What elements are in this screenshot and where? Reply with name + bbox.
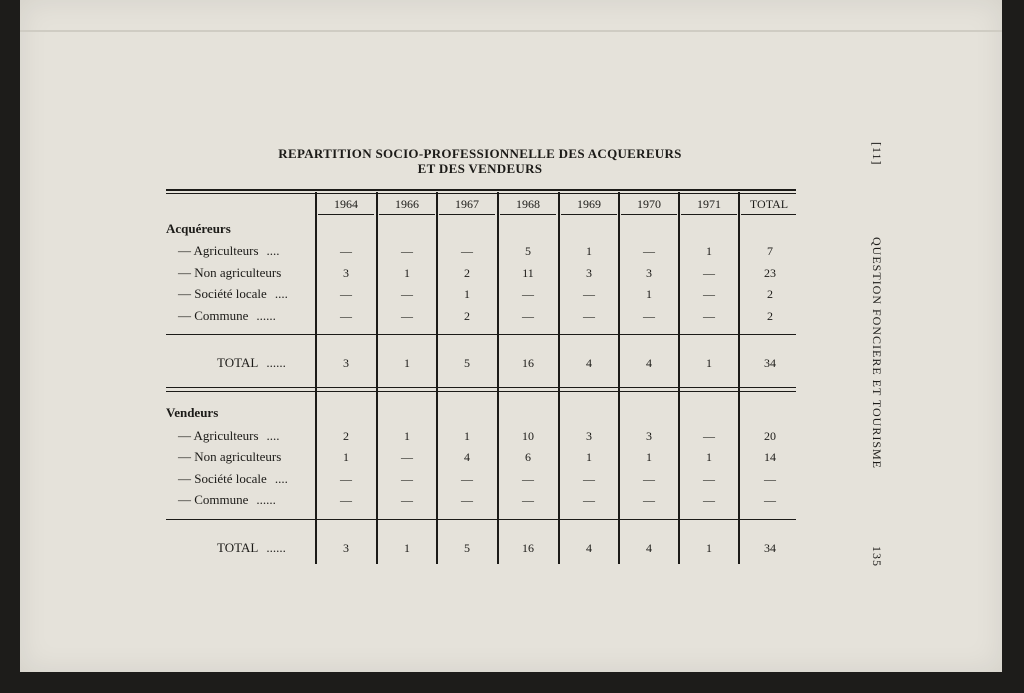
row-label-text: — Commune [178, 492, 249, 507]
acquereurs-value-cell: — [583, 287, 595, 301]
vendeurs-value-cell: — [522, 472, 534, 486]
acquereurs-value-cell: — [522, 309, 534, 323]
header-underline [741, 214, 796, 215]
row-leader-dots: ...... [266, 540, 286, 555]
table-title [180, 146, 780, 176]
acquereurs-total-cell: 4 [586, 356, 592, 370]
column-header-1966: 1966 [395, 197, 419, 211]
vendeurs-value-cell: — [643, 472, 655, 486]
column-divider [376, 192, 378, 564]
row-label-text: — Commune [178, 308, 249, 323]
acquereurs-value-cell: — [583, 309, 595, 323]
acquereurs-value-cell: 11 [522, 266, 534, 280]
column-header-1968: 1968 [516, 197, 540, 211]
acquereurs-value-cell: 2 [464, 309, 470, 323]
acquereurs-value-cell: 23 [764, 266, 776, 280]
book-page [20, 0, 1002, 672]
vendeurs-value-cell: — [401, 450, 413, 464]
row-label-text: — Société locale [178, 471, 267, 486]
vendeurs-value-cell: 3 [586, 429, 592, 443]
acq-subtotal-rule [166, 334, 796, 335]
vendeurs-value-cell: — [703, 429, 715, 443]
row-label-text: TOTAL [217, 355, 259, 370]
vendeurs-value-cell: 2 [343, 429, 349, 443]
vendeurs-total-cell: 4 [646, 541, 652, 555]
row-label-text: TOTAL [217, 540, 259, 555]
acquereurs-value-cell: — [643, 309, 655, 323]
row-label-text: — Agriculteurs [178, 428, 259, 443]
column-divider [738, 192, 740, 564]
vendeurs-value-cell: 3 [646, 429, 652, 443]
acquereurs-value-cell: — [340, 309, 352, 323]
acquereurs-value-cell: 2 [464, 266, 470, 280]
vend-subtotal-rule [166, 519, 796, 520]
running-title: QUESTION FONCIERE ET TOURISME [870, 237, 884, 470]
acquereurs-row-label [178, 243, 280, 259]
vendeurs-value-cell: 4 [464, 450, 470, 464]
acquereurs-value-cell: 2 [767, 287, 773, 301]
vendeurs-value-cell: 1 [404, 429, 410, 443]
vendeurs-total-cell: 3 [343, 541, 349, 555]
vendeurs-value-cell: 1 [343, 450, 349, 464]
section-double-rule-b [166, 391, 796, 392]
vendeurs-value-cell: — [703, 472, 715, 486]
acquereurs-total-cell: 3 [343, 356, 349, 370]
vendeurs-value-cell: 1 [464, 429, 470, 443]
column-header-total: TOTAL [749, 197, 789, 211]
acquereurs-total-cell: 4 [646, 356, 652, 370]
vendeurs-value-cell: 20 [764, 429, 776, 443]
column-divider [678, 192, 680, 564]
top-rule-thin [166, 193, 796, 194]
row-leader-dots: .... [274, 286, 288, 301]
row-label-text: — Non agriculteurs [178, 449, 282, 464]
acquereurs-value-cell: 7 [767, 244, 773, 258]
acquereurs-value-cell: — [703, 309, 715, 323]
acquereurs-value-cell: — [401, 309, 413, 323]
vendeurs-value-cell: 6 [525, 450, 531, 464]
vendeurs-value-cell: 1 [706, 450, 712, 464]
column-header-1969: 1969 [577, 197, 601, 211]
vendeurs-value-cell: 10 [522, 429, 534, 443]
vendeurs-value-cell: — [583, 472, 595, 486]
acquereurs-value-cell: 3 [586, 266, 592, 280]
acquereurs-value-cell: — [703, 287, 715, 301]
vendeurs-total-cell: 16 [522, 541, 534, 555]
acquereurs-value-cell: 3 [343, 266, 349, 280]
vendeurs-value-cell: — [643, 493, 655, 507]
acquereurs-value-cell: 1 [464, 287, 470, 301]
acquereurs-value-cell: 1 [646, 287, 652, 301]
row-leader-dots: ...... [266, 355, 286, 370]
column-header-1971: 1971 [697, 197, 721, 211]
section-heading-vendeurs: Vendeurs [166, 405, 219, 420]
acquereurs-value-cell: — [340, 287, 352, 301]
vendeurs-value-cell: 1 [646, 450, 652, 464]
header-underline [681, 214, 737, 215]
vendeurs-value-cell: — [764, 472, 776, 486]
vendeurs-total-cell: 1 [706, 541, 712, 555]
acquereurs-value-cell: 3 [646, 266, 652, 280]
acquereurs-total-cell: 34 [764, 356, 776, 370]
vendeurs-value-cell: — [401, 472, 413, 486]
page-fold-edge [20, 30, 1002, 32]
header-underline [379, 214, 435, 215]
acquereurs-value-cell: — [643, 244, 655, 258]
header-underline [318, 214, 374, 215]
vendeurs-value-cell: — [401, 493, 413, 507]
row-leader-dots: ...... [256, 492, 276, 507]
column-divider [558, 192, 560, 564]
column-header-1964: 1964 [334, 197, 358, 211]
acquereurs-value-cell: 1 [404, 266, 410, 280]
acquereurs-value-cell: — [340, 244, 352, 258]
row-label-text: — Société locale [178, 286, 267, 301]
acquereurs-total-cell: 1 [706, 356, 712, 370]
vendeurs-value-cell: — [340, 472, 352, 486]
acquereurs-value-cell: 2 [767, 309, 773, 323]
top-rule-thick [166, 189, 796, 191]
acquereurs-total-cell: 1 [404, 356, 410, 370]
acquereurs-row-label [178, 265, 289, 281]
column-divider [497, 192, 499, 564]
column-divider [618, 192, 620, 564]
row-leader-dots: ...... [256, 308, 276, 323]
vendeurs-value-cell: — [583, 493, 595, 507]
header-underline [561, 214, 617, 215]
vendeurs-value-cell: — [522, 493, 534, 507]
acquereurs-value-cell: 5 [525, 244, 531, 258]
section-heading-acquereurs: Acquéreurs [166, 221, 231, 236]
vendeurs-row-label [178, 449, 289, 465]
acquereurs-value-cell: — [401, 244, 413, 258]
acquereurs-value-cell: 1 [586, 244, 592, 258]
acquereurs-value-cell: — [703, 266, 715, 280]
row-label-text: — Non agriculteurs [178, 265, 282, 280]
column-divider [315, 192, 317, 564]
acquereurs-total-cell: 5 [464, 356, 470, 370]
acquereurs-value-cell: — [522, 287, 534, 301]
row-leader-dots: .... [274, 471, 288, 486]
row-leader-dots: .... [266, 243, 280, 258]
vendeurs-total-cell: 34 [764, 541, 776, 555]
acquereurs-value-cell: 1 [706, 244, 712, 258]
vendeurs-row-label [178, 428, 280, 444]
vendeurs-value-cell: — [461, 472, 473, 486]
header-underline [500, 214, 556, 215]
vendeurs-total-label [217, 540, 286, 556]
vendeurs-row-label [178, 471, 288, 487]
acquereurs-total-label [217, 355, 286, 371]
row-label-text: — Agriculteurs [178, 243, 259, 258]
section-double-rule-a [166, 387, 796, 388]
row-leader-dots: .... [266, 428, 280, 443]
acquereurs-value-cell: — [461, 244, 473, 258]
page-number: 135 [870, 546, 884, 567]
vendeurs-value-cell: 14 [764, 450, 776, 464]
column-header-1970: 1970 [637, 197, 661, 211]
vendeurs-value-cell: — [764, 493, 776, 507]
vendeurs-row-label [178, 492, 276, 508]
acquereurs-total-cell: 16 [522, 356, 534, 370]
header-underline [439, 214, 495, 215]
column-divider [436, 192, 438, 564]
acquereurs-row-label [178, 286, 288, 302]
table-title-line-2: ET DES VENDEURS [417, 161, 543, 176]
table-title-line-1: REPARTITION SOCIO-PROFESSIONNELLE DES ACQUEREURS [278, 146, 682, 161]
vendeurs-total-cell: 5 [464, 541, 470, 555]
acquereurs-row-label [178, 308, 276, 324]
vendeurs-value-cell: — [340, 493, 352, 507]
vendeurs-value-cell: 1 [586, 450, 592, 464]
column-header-1967: 1967 [455, 197, 479, 211]
vendeurs-value-cell: — [461, 493, 473, 507]
header-underline [621, 214, 677, 215]
vendeurs-total-cell: 4 [586, 541, 592, 555]
vendeurs-value-cell: — [703, 493, 715, 507]
section-ref: [11] [870, 142, 884, 166]
vendeurs-total-cell: 1 [404, 541, 410, 555]
acquereurs-value-cell: — [401, 287, 413, 301]
